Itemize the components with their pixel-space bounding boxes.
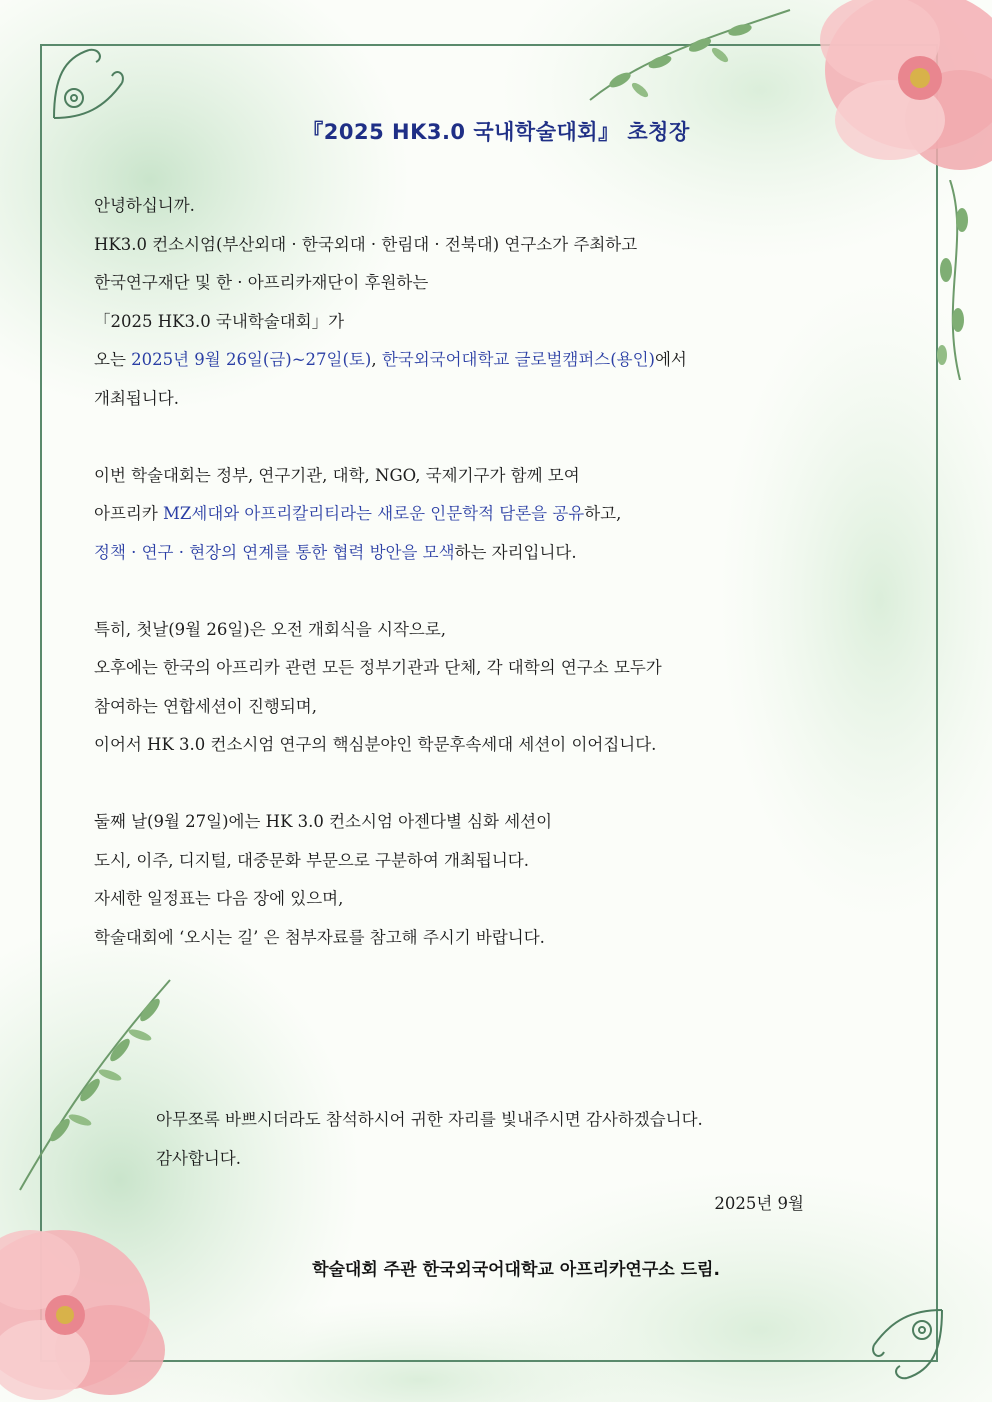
day1-next-gen-line: 이어서 HK 3.0 컨소시엄 연구의 핵심분야인 학문후속세대 세션이 이어집니다. bbox=[94, 735, 657, 754]
scroll-ornament-top-left-icon bbox=[44, 38, 134, 128]
directions-note-line: 학술대회에 ‘오시는 길’ 은 첨부자료를 참고해 주시기 바랍니다. bbox=[94, 927, 545, 947]
paragraph-gap bbox=[94, 418, 884, 457]
held-line: 개최됩니다. bbox=[94, 388, 179, 408]
invitation-title: 『2025 HK3.0 국내학술대회』 초청장 bbox=[302, 120, 690, 144]
day1-line: 특히, 첫날(9월 26일)은 오전 개회식을 시작으로, bbox=[94, 619, 447, 639]
scroll-ornament-bottom-right-icon bbox=[862, 1300, 952, 1390]
purpose-highlight: 정책 · 연구 · 현장의 연계를 통한 협력 방안을 모색 bbox=[94, 542, 455, 562]
text-segment: 하고, bbox=[584, 504, 622, 523]
day2-line: 둘째 날(9월 27일)에는 HK 3.0 컨소시엄 아젠다별 심화 세션이 bbox=[94, 812, 553, 831]
participants-line: 이번 학술대회는 정부, 연구기관, 대학, NGO, 국제기구가 함께 모여 bbox=[94, 465, 580, 485]
host-line: HK3.0 컨소시엄(부산외대 · 한국외대 · 한림대 · 전북대) 연구소가 주최하고 bbox=[94, 234, 638, 254]
text-segment: 하는 자리입니다. bbox=[454, 542, 577, 562]
event-date-highlight: 2025년 9월 26일(금)~27일(토) bbox=[131, 350, 372, 369]
letter-date: 2025년 9월 bbox=[714, 1194, 804, 1213]
date-venue-line bbox=[94, 341, 884, 380]
theme-line bbox=[94, 495, 884, 534]
paragraph-gap bbox=[94, 765, 884, 804]
text-segment: 오는 bbox=[94, 350, 132, 369]
greeting-line: 안녕하십니까. bbox=[94, 196, 195, 215]
invitation-body bbox=[94, 187, 884, 957]
text-segment: , bbox=[371, 350, 382, 369]
event-venue-highlight: 한국외국어대학교 글로벌캠퍼스(용인) bbox=[381, 350, 655, 369]
schedule-note-line: 자세한 일정표는 다음 장에 있으며, bbox=[94, 889, 344, 908]
sponsor-line: 한국연구재단 및 한 · 아프리카재단이 후원하는 bbox=[94, 273, 429, 292]
signature-line: 학술대회 주관 한국외국어대학교 아프리카연구소 드림. bbox=[312, 1260, 720, 1280]
text-segment: 아프리카 bbox=[94, 504, 164, 523]
theme-highlight: MZ세대와 아프리칼리티라는 새로운 인문학적 담론을 공유 bbox=[163, 504, 585, 523]
purpose-line bbox=[94, 534, 884, 573]
pink-flower-top-right-icon bbox=[770, 0, 992, 210]
text-segment: 에서 bbox=[654, 350, 687, 369]
closing-request-line: 아무쪼록 바쁘시더라도 참석하시어 귀한 자리를 빛내주시면 감사하겠습니다. bbox=[156, 1110, 703, 1129]
day2-sections-line: 도시, 이주, 디지털, 대중문화 부문으로 구분하여 개최됩니다. bbox=[94, 850, 529, 870]
thanks-line: 감사합니다. bbox=[156, 1148, 241, 1168]
paragraph-gap bbox=[94, 572, 884, 611]
closing-remarks bbox=[156, 1101, 876, 1178]
pink-flower-bottom-left-icon bbox=[0, 1200, 180, 1402]
leaf-vine-top-icon bbox=[580, 0, 800, 110]
leaf-vine-right-icon bbox=[900, 180, 992, 380]
day1-afternoon-line: 오후에는 한국의 아프리카 관련 모든 정부기관과 단체, 각 대학의 연구소 모두가 bbox=[94, 658, 662, 677]
day1-joint-session-line: 참여하는 연합세션이 진행되며, bbox=[94, 696, 317, 716]
event-name-line: 「2025 HK3.0 국내학술대회」가 bbox=[94, 311, 345, 331]
